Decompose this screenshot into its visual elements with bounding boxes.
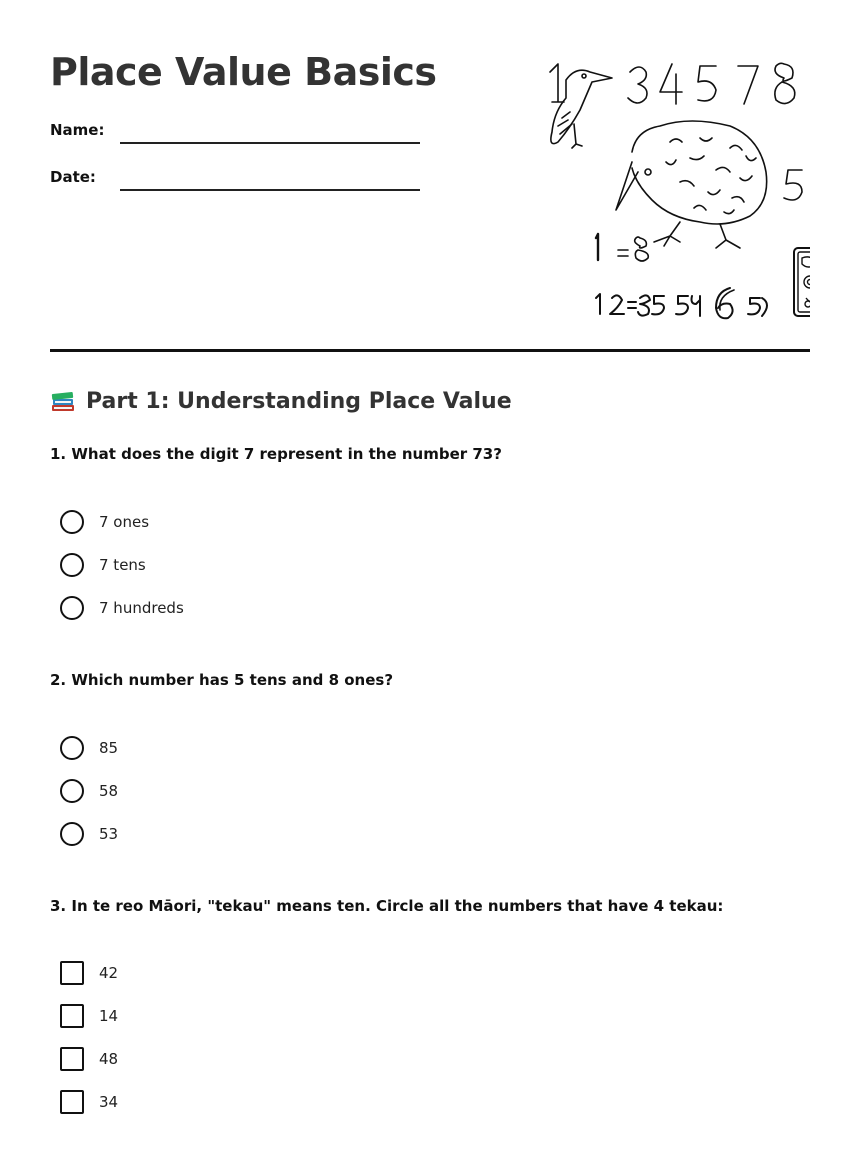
kiwi-numbers-illustration — [540, 52, 810, 327]
header-divider — [50, 349, 810, 352]
radio-button[interactable] — [60, 553, 84, 577]
checkbox[interactable] — [60, 961, 84, 985]
option-label: 7 hundreds — [99, 599, 184, 617]
question-3-option-2[interactable] — [60, 1003, 118, 1029]
checkbox[interactable] — [60, 1090, 84, 1114]
question-2-option-2[interactable] — [60, 778, 118, 804]
radio-button[interactable] — [60, 822, 84, 846]
question-2-option-1[interactable] — [60, 735, 118, 761]
worksheet-header — [50, 0, 810, 352]
page-title: Place Value Basics — [50, 50, 437, 94]
radio-button[interactable] — [60, 736, 84, 760]
option-label: 14 — [99, 1007, 119, 1025]
checkbox[interactable] — [60, 1047, 84, 1071]
date-line[interactable] — [120, 189, 420, 191]
question-2: 2. Which number has 5 tens and 8 ones? — [50, 671, 394, 689]
option-label: 58 — [99, 782, 119, 800]
question-2-option-3[interactable] — [60, 821, 118, 847]
name-label: Name: — [50, 121, 105, 139]
option-label: 7 ones — [99, 513, 150, 531]
name-line[interactable] — [120, 142, 420, 144]
question-1: 1. What does the digit 7 represent in the number 73? — [50, 445, 502, 463]
option-label: 7 tens — [99, 556, 146, 574]
option-label: 48 — [99, 1050, 119, 1068]
section-heading — [50, 388, 512, 414]
date-label: Date: — [50, 168, 96, 186]
question-3: 3. In te reo Māori, "tekau" means ten. Circle all the numbers that have 4 tekau: — [50, 897, 724, 915]
radio-button[interactable] — [60, 596, 84, 620]
question-1-option-2[interactable] — [60, 552, 146, 578]
carved-panel-art — [794, 248, 810, 316]
question-1-option-1[interactable] — [60, 509, 149, 535]
question-3-option-4[interactable] — [60, 1089, 118, 1115]
option-label: 53 — [99, 825, 119, 843]
radio-button[interactable] — [60, 510, 84, 534]
decorative-numerals-art — [550, 63, 810, 318]
option-label: 34 — [99, 1093, 119, 1111]
question-3-option-3[interactable] — [60, 1046, 118, 1072]
radio-button[interactable] — [60, 779, 84, 803]
checkbox[interactable] — [60, 1004, 84, 1028]
question-1-option-3[interactable] — [60, 595, 184, 621]
option-label: 85 — [99, 739, 119, 757]
question-3-option-1[interactable] — [60, 960, 118, 986]
option-label: 42 — [99, 964, 119, 982]
books-icon — [50, 388, 76, 414]
section-title-text: Part 1: Understanding Place Value — [86, 388, 512, 414]
